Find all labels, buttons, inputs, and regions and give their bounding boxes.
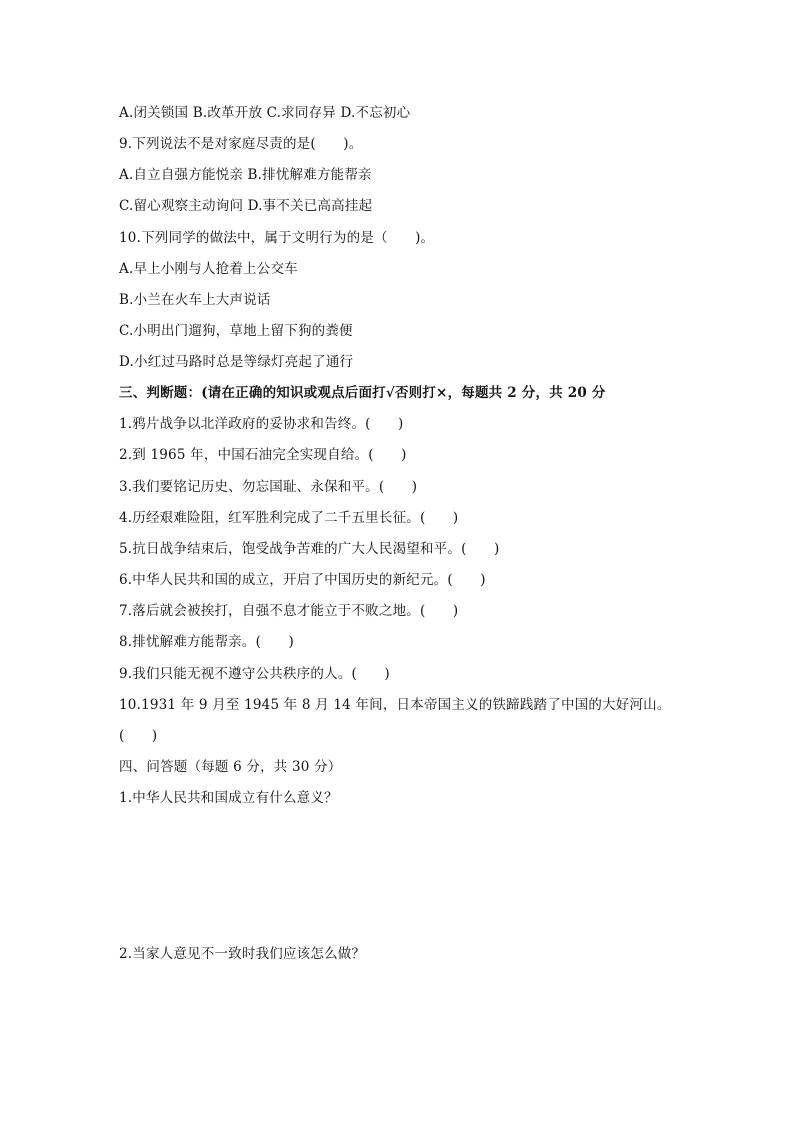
section-qa-header: 四、问答题（每题 6 分，共 30 分）	[119, 759, 342, 775]
judge-item: 8.排忧解难方能帮亲。( )	[119, 634, 294, 650]
mc-q8-options: A.闭关锁国 B.改革开放 C.求同存异 D.不忘初心	[119, 105, 411, 121]
qa-question-1: 1.中华人民共和国成立有什么意义？	[119, 790, 338, 806]
qa-question-2: 2.当家人意见不一致时我们应该怎么做？	[119, 946, 366, 962]
judge-item: 9.我们只能无视不遵守公共秩序的人。( )	[119, 666, 390, 682]
mc-q10-option-b: B.小兰在火车上大声说话	[119, 292, 271, 308]
judge-item-answer-blank: ( )	[119, 728, 158, 744]
mc-q9-options-ab: A.自立自强方能悦亲 B.排忧解难方能帮亲	[119, 167, 372, 183]
judge-item: 10.1931 年 9 月至 1945 年 8 月 14 年间，日本帝国主义的铁蹄践踏了中国的大好河山。	[119, 697, 671, 713]
mc-q10-option-c: C.小明出门遛狗，草地上留下狗的粪便	[119, 323, 353, 339]
mc-q9-options-cd: C.留心观察主动询问 D.事不关已高高挂起	[119, 198, 373, 214]
judge-item: 6.中华人民共和国的成立，开启了中国历史的新纪元。( )	[119, 572, 486, 588]
section-judge-header: 三、判断题：(请在正确的知识或观点后面打√否则打×，每题共 2 分，共 20 分	[119, 385, 606, 401]
judge-item: 2.到 1965 年，中国石油完全实现自给。( )	[119, 447, 407, 463]
judge-item: 1.鸦片战争以北洋政府的妥协求和告终。( )	[119, 416, 404, 432]
mc-q10-option-d: D.小红过马路时总是等绿灯亮起了通行	[119, 354, 354, 370]
mc-q9-stem: 9.下列说法不是对家庭尽责的是( )。	[119, 136, 363, 152]
mc-q10-option-a: A.早上小刚与人抢着上公交车	[119, 261, 298, 277]
mc-q10-stem: 10.下列同学的做法中，属于文明行为的是（ )。	[119, 230, 435, 246]
judge-item: 4.历经艰难险阻，红军胜利完成了二千五里长征。( )	[119, 510, 459, 526]
judge-item: 3.我们要铭记历史、勿忘国耻、永保和平。( )	[119, 479, 418, 495]
judge-item: 5.抗日战争结束后，饱受战争苦难的广大人民渴望和平。( )	[119, 541, 500, 557]
judge-item: 7.落后就会被挨打，自强不息才能立于不败之地。( )	[119, 603, 459, 619]
